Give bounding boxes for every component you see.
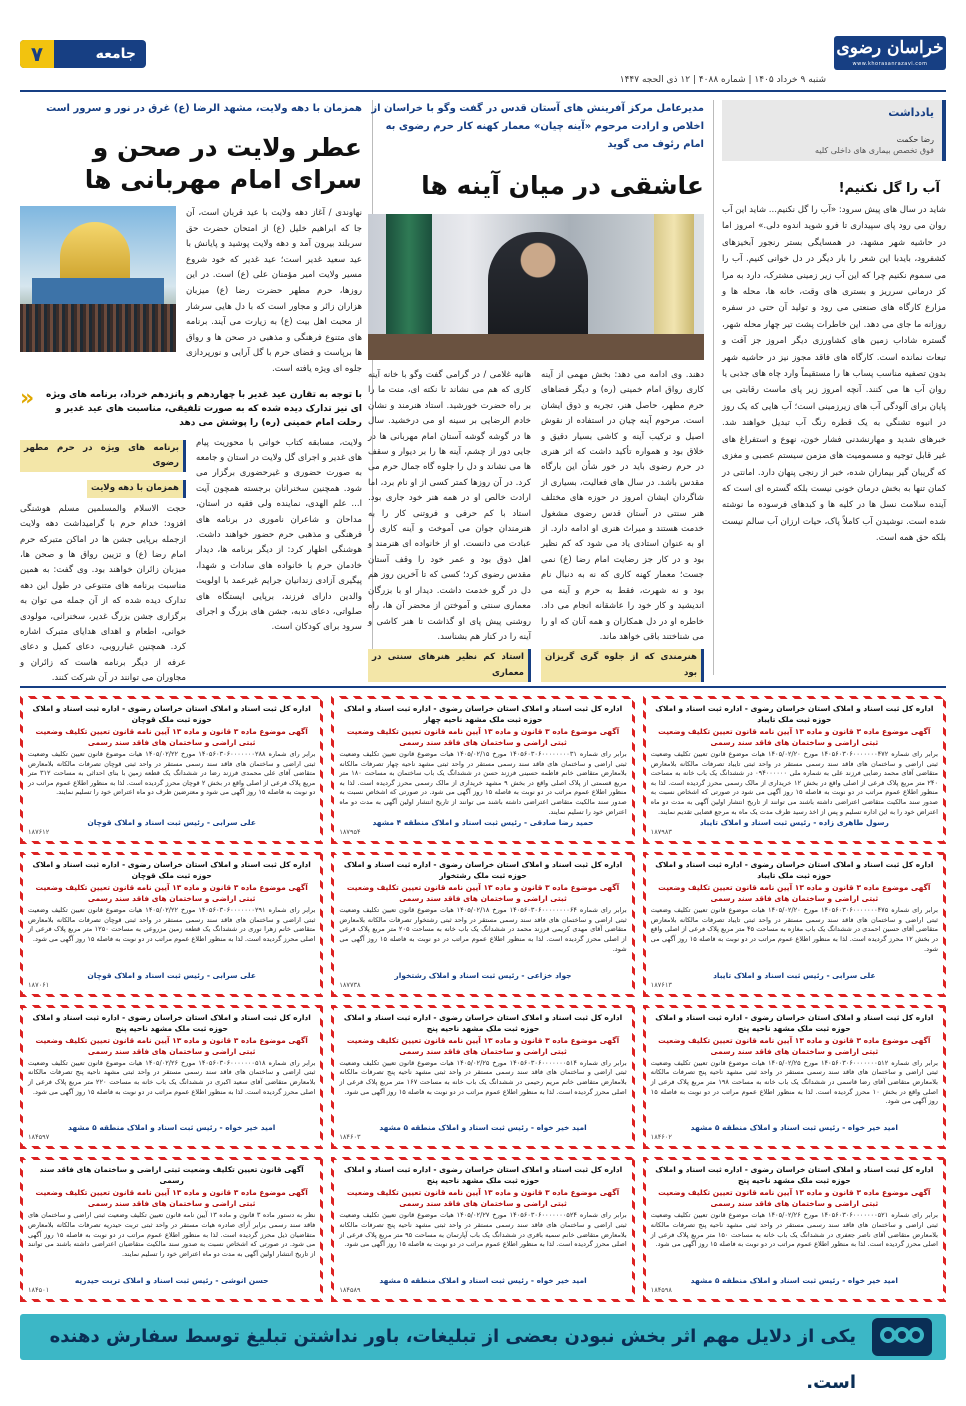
ad-office: اداره کل ثبت اسناد و املاک استان خراسان رضوی - اداره ثبت اسناد و املاک حوزه ثبت ملک تایباد (655, 704, 934, 724)
ad-title: آگهی موضوع ماده ۳ قانون و ماده ۱۳ آیین نامه قانون تعیین تکلیف وضعیت ثبتی اراضی و ساختمان های فاقد سند رسمی (658, 1188, 931, 1209)
ad-body: برابر رای شماره ۱۴۰۵۶۰۳۰۶۰۰۰۰۰۰۰۵۲۴ مورخ ۱۴۰۵/۰۲/۲۷ هیات موضوع قانون تعیین تکلیف وضعیت ثبتی اراضی و ساختمان های فاقد سند رسمی مستقر در واحد ثبتی مشهد ناحیه پنج تصرفات مالکانه بلامعارض متقاضی خانم سمیه باقری در ششدانگ یک باب آپارتمان به مساحت ۹۵ متر مربع پلاک فرعی از اصلی محرز گردیده است. لذا به منظور اطلاع عموم مراتب در دو نوبت به فاصله ۱۵ روز آگهی می شود. (339, 1211, 627, 1249)
ad-body: برابر رای شماره ۱۴۰۵۶۰۳۰۶۰۰۰۰۰۰۰۰۶۴ مورخ ۱۴۰۵/۰۲/۱۸ هیات موضوع قانون تعیین تکلیف وضعیت ثبتی اراضی و ساختمان های فاقد سند رسمی مستقر در واحد ثبتی رشتخوار تصرفات مالکانه بلامعارض متقاضی آقای مهدی کریمی فرزند محمد در ششدانگ یک باب خانه به مساحت ۲۰۵ متر مربع پلاک فرعی از اصلی محرز گردیده است. لذا به منظور اطلاع عموم مراتب در دو نوبت به فاصله ۱۵ روز آگهی می شود. (339, 906, 627, 953)
note-author-role: فوق تخصص بیماری های داخلی کلیه (815, 146, 934, 155)
ad-title: آگهی موضوع ماده ۳ قانون و ماده ۱۳ آیین نامه قانون تعیین تکلیف وضعیت ثبتی اراضی و ساختمان های فاقد سند رسمی (658, 1035, 931, 1056)
interview-photo (368, 214, 704, 360)
legal-ad[interactable] (331, 852, 634, 997)
ad-office: اداره کل ثبت اسناد و املاک استان خراسان رضوی - اداره ثبت اسناد و املاک حوزه ثبت ملک قوچان (32, 704, 311, 724)
ads-divider (20, 686, 946, 688)
footer-banner[interactable] (20, 1314, 946, 1393)
ad-title: آگهی موضوع ماده ۳ قانون و ماده ۱۳ آیین نامه قانون تعیین تکلیف وضعیت ثبتی اراضی و ساختمان های فاقد سند رسمی (35, 883, 308, 904)
ad-code: ۱۸۴۶۰۲ (650, 1133, 672, 1142)
logo-url: www.khorasanrazavi.com (852, 61, 928, 67)
note-column (722, 100, 946, 675)
shrine-paragraph: ولایت، مسابقه کتاب خوانی با محوریت پیام های غدیر و اجرای گل ولایت در استان و جامعه به صورت حضوری و غیرحضوری برگزار می شود. همچنین سخنرانان برجسته همچون آیت ا... علم الهدی، نماینده ولی فقیه در استان، مداحان و شاعران ناموری در برنامه های فرهنگی و مذهبی حرم حضور خواهند داشت. هوشنگی اظهار کرد: از دیگر برنامه ها، دیدار خادمان حرم با خانواده های سادات و شهدا، پیگیری آزادی زندانیان جرایم غیرعمد با اولویت والدین دارای فرزند، برپایی ایستگاه های صلواتی، دعای ندبه، جشن های بزرگ و اجرای سرود برای کودکان است. (196, 437, 362, 633)
note-body: شاید در سال های پیش سرود: «آب را گل نکنیم... شاید این آب روان می رود پای سپیداری تا فرو شوید اندوه دلی.» امروز اما در حاشیه شهر مشهد، در همسایگی بستر رنجور آبخیزهای کشفرود، بایدبا این شعر را بار دیگر در دل خوانی کنیم. آب را می سموم نکنیم چرا که این آب زیر زمینی مشترک، دارد به مرا کز درمانی سرریز و بستری های وقت، خانه ها، محله ها و مزارع کارگاه های صنعتی می رود و تولید آن حتی در سفره روزانه ما جای می دهد. این خاطرات پشت تیر چهار محله شهر، گستره شاداب زمین های کشاورزی دیگر امروز جز آفت و تبعات نمانده است. کارگاه های فاقد مجوز نیز در حاشیه شهر بدون تصفیه مناسب پساب ها را مستقیماً وارد چاه های جذبی یا روان آب ها می کنند. آنچه امروز زیر پای ماست رقابتی بی پایان برای آلودگی آب های زیرزمینی است؛ آب هایی که یک روز در انبوه تشنگی به یک قطره رنگ آب تبدیل خواهند شد. خبرهای شدید و مهارنشدنی فشار خون، نهوع و استفراغ های غیر قابل توجیه و مسمومیت های مزمن سیستم عصبی و مغزی که گریبان گیر بیماران شده، خبر از رنجی پنهان دارد. امانتی در کمان تنها به بخش درمان خونی نیست بلکه گستره ای است که آینده سلامت نسل ها در کلیه ها و کبدهای فرسوده ما نوشته شده است. نوشیدن آب کاملاً پاک، حیات ارزان آب سالم نیست بلکه حق همه است. (722, 205, 946, 544)
ad-title: آگهی موضوع ماده ۳ قانون و ماده ۱۳ آیین نامه قانون تعیین تکلیف وضعیت ثبتی اراضی و ساختمان های فاقد سند رسمی (346, 883, 620, 904)
issue-date-line: شنبه ۹ خرداد ۱۴۰۵ | شماره ۴۰۸۸ | ۱۲ ذی الحجه ۱۴۴۷ (619, 75, 826, 85)
ad-office: اداره کل ثبت اسناد و املاک استان خراسان رضوی - اداره ثبت اسناد و املاک حوزه ثبت ملک تایباد (655, 860, 934, 881)
ad-signature: علی سرابی - رئیس ثبت اسناد و املاک تایباد (713, 970, 876, 980)
ad-title: آگهی موضوع ماده ۳ قانون و ماده ۱۳ آیین نامه قانون تعیین تکلیف وضعیت ثبتی اراضی و ساختمان های فاقد سند رسمی (658, 727, 931, 747)
section-badge (20, 40, 146, 68)
ad-signature: علی سرابی - رئیس ثبت اسناد و املاک قوچان (87, 970, 256, 980)
ad-office: اداره کل ثبت اسناد و املاک استان خراسان رضوی - اداره ثبت اسناد و املاک حوزه ثبت ملک مشهد ناحیه چهار (343, 704, 623, 724)
shrine-article (20, 100, 362, 684)
shrine-text-col (196, 436, 362, 687)
ad-office: آگهی قانون تعیین تکلیف وضعیت ثبتی اراضی و ساختمان های فاقد سند رسمی (39, 1165, 304, 1186)
shrine-subhead: برنامه های ویژه در حرم مطهر رضوی (20, 440, 186, 473)
shrine-text-col (20, 436, 186, 687)
ad-code: ۱۸۷۷۳۸ (339, 980, 361, 989)
logo-text: خراسان رضوی (836, 38, 944, 58)
shrine-headline[interactable]: عطر ولایت در صحن و سرای امام مهربانی ها (84, 133, 362, 194)
ad-title: آگهی موضوع ماده ۳ قانون و ماده ۱۳ آیین نامه قانون تعیین تکلیف وضعیت ثبتی اراضی و ساختمان های فاقد سند رسمی (346, 1035, 620, 1056)
interview-headline[interactable]: عاشقی در میان آینه ها (421, 171, 704, 200)
ad-body: برابر رای شماره ۱۴۰۵۶۰۳۰۶۰۰۰۰۰۰۰۴۷۵ مورخ ۱۴۰۵/۰۲/۲۰ هیات موضوع قانون تعیین تکلیف وضعیت ثبتی اراضی و ساختمان های فاقد سند رسمی مستقر در واحد ثبتی تایباد تصرفات مالکانه بلامعارض متقاضی آقای حسین احمدی در ششدانگ یک باب مغازه به مساحت ۴۵ متر مربع پلاک فرعی از اصلی واقع در بخش ۱۲ محرز گردیده است. لذا به منظور اطلاع عموم مراتب در دو نوبت به فاصله ۱۵ روز آگهی می شود. (650, 906, 939, 953)
shrine-kicker: همزمان با دهه ولایت، مشهد الرضا (ع) غرق در نور و سرور است (46, 103, 362, 114)
legal-ad[interactable] (331, 1005, 634, 1150)
interview-text-columns (368, 368, 704, 686)
ad-code: ۱۸۴۵۸۹ (339, 1285, 361, 1294)
section-label: جامعه (95, 46, 136, 62)
ad-code: ۱۸۴۵۰۱ (28, 1285, 50, 1294)
legal-ad[interactable] (331, 1157, 634, 1302)
note-headline[interactable]: آب را گل نکنیم! (838, 181, 940, 196)
note-kicker-box (722, 100, 946, 161)
ad-title: آگهی موضوع ماده ۳ قانون و ماده ۱۳ آیین نامه قانون تعیین تکلیف وضعیت ثبتی اراضی و ساختمان های فاقد سند رسمی (658, 883, 931, 904)
ad-office: اداره کل ثبت اسناد و املاک استان خراسان رضوی - اداره ثبت اسناد و املاک حوزه ثبت ملک قوچان (32, 860, 311, 881)
ad-body: برابر رای شماره ۱۴۰۵۶۰۳۰۶۰۰۰۰۰۰۰۵۲۱ مورخ ۱۴۰۵/۰۲/۲۶ هیات موضوع قانون تعیین تکلیف وضعیت ثبتی اراضی و ساختمان های فاقد سند رسمی مستقر در واحد ثبتی مشهد ناحیه پنج تصرفات مالکانه بلامعارض متقاضی آقای ناصر جعفری در ششدانگ یک باب خانه به مساحت ۱۵۰ متر مربع پلاک فرعی از اصلی محرز گردیده است. لذا به منظور اطلاع عموم مراتب در دو نوبت به فاصله ۱۵ روز آگهی می شود. (650, 1211, 938, 1249)
ad-signature: جواد خزاعی - رئیس ثبت اسناد و املاک رشتخوار (394, 970, 572, 980)
ad-title: آگهی موضوع ماده ۳ قانون و ماده ۱۳ آیین نامه قانون تعیین تکلیف وضعیت ثبتی اراضی و ساختمان های فاقد سند رسمی (35, 1035, 308, 1056)
ad-signature: حمید رضا صادقی - رئیس ثبت اسناد و املاک منطقه ۴ مشهد (372, 818, 594, 828)
legal-ad[interactable] (643, 1157, 946, 1302)
ad-office: اداره کل ثبت اسناد و املاک استان خراسان رضوی - اداره ثبت اسناد و املاک حوزه ثبت ملک مشهد ناحیه پنج (32, 1012, 311, 1033)
newspaper-logo[interactable] (834, 36, 946, 70)
ad-code: ۱۸۴۵۹۷ (28, 1133, 50, 1142)
column-divider (713, 100, 714, 675)
ad-signature: امید خیر خواه - رئیس ثبت اسناد و املاک منطقه ۵ مشهد (379, 1275, 587, 1285)
interview-article (368, 100, 704, 678)
legal-ad[interactable] (20, 1157, 323, 1302)
masthead (0, 0, 966, 70)
ad-office: اداره کل ثبت اسناد و املاک استان خراسان رضوی - اداره ثبت اسناد و املاک حوزه ثبت ملک مشهد ناحیه پنج (343, 1012, 623, 1033)
legal-ad[interactable] (20, 1005, 323, 1150)
interview-subhead: هنرمندی که از جلوه گری گریزان بود (541, 649, 704, 682)
ad-body: برابر رای شماره ۱۴۰۵۶۰۳۰۶۰۰۰۰۰۰۰۵۱۴ مورخ ۱۴۰۵/۰۲/۲۵ هیات موضوع قانون تعیین تکلیف وضعیت ثبتی اراضی و ساختمان های فاقد سند رسمی مستقر در واحد ثبتی مشهد ناحیه پنج تصرفات مالکانه بلامعارض متقاضی خانم مریم رحیمی در ششدانگ یک باب خانه به مساحت ۱۶۷ متر مربع پلاک فرعی از اصلی محرز گردیده است. لذا به منظور اطلاع عموم مراتب در دو نوبت به فاصله ۱۵ روز آگهی می شود. (339, 1058, 627, 1096)
shrine-bottom-row (20, 436, 362, 687)
banner-text: یکی از دلایل مهم اثر بخش نبودن بعضی از تبلیغات، باور نداشتن تبلیغ توسط سفارش دهنده است. (49, 1326, 856, 1393)
ad-code: ۱۸۷۹۵۴ (339, 828, 361, 837)
legal-ad[interactable] (20, 852, 323, 997)
quote-mark-icon: « (20, 385, 35, 411)
legal-ad[interactable] (331, 696, 634, 844)
interview-text-col (368, 368, 531, 686)
ad-code: ۱۸۷۶۱۳ (650, 980, 672, 989)
ad-signature: امید خیر خواه - رئیس ثبت اسناد و املاک منطقه ۵ مشهد (379, 1123, 587, 1133)
shrine-paragraph: حجت الاسلام والمسلمین مسلم هوشنگی افزود: خدام حرم با گرامیداشت دهه ولایت ازجمله برپایی جشن ها در اماکن متبرکه حرم امام رضا (ع) و تزیین رواق ها و صحن ها، میزبان زائران خواهند بود. وی گفت: به همین مناسبت برنامه های متنوعی در طول این دهه تدارک دیده شده که از آن جمله می توان به برگزاری جشن بزرگ غدیر، سخنرانی، مولودی خوانی، اطعام و اهدای هدایای متبرک اشاره کرد. همچنین غبارروبی، دعای کمیل و دعای عرفه از دیگر برنامه هاست که زائران و مجاوران می توانند در آن شرکت کنند. (20, 503, 186, 684)
pull-quote-text: با توجه به تقارن عید غدیر با چهاردهم و پانزدهم خرداد، برنامه های ویژه ای نیز تدارک دیده شده که به صورت تلفیقی، مناسبت های عید غدیر و رحلت امام خمینی (ره) را پوشش می دهد (46, 389, 362, 428)
ad-office: اداره کل ثبت اسناد و املاک استان خراسان رضوی - اداره ثبت اسناد و املاک حوزه ثبت ملک رشتخوار (343, 860, 623, 881)
ad-code: ۱۸۷۹۸۳ (650, 828, 672, 837)
ad-title: آگهی موضوع ماده ۳ قانون و ماده ۱۳ آیین نامه قانون تعیین تکلیف وضعیت ثبتی اراضی و ساختمان های فاقد سند رسمی (346, 727, 620, 747)
legal-ad[interactable] (643, 696, 946, 844)
ad-body: برابر رای شماره ۱۴۰۵۶۰۳۰۶۰۰۰۰۰۰۰۰۳۱ مورخ ۱۴۰۵/۰۲/۱۵ هیات موضوع قانون تعیین تکلیف وضعیت ثبتی اراضی و ساختمان های فاقد سند رسمی مستقر در واحد ثبتی مشهد ناحیه چهار تصرفات مالکانه بلامعارض متقاضی خانم فاطمه حسینی فرزند حسن در ششدانگ یک باب ساختمان به مساحت ۱۸۰ متر مربع قسمتی از پلاک اصلی واقع در بخش ۹ مشهد خریداری از مالک رسمی محرز گردیده است. لذا به منظور اطلاع عموم مراتب در دو نوبت به فاصله ۱۵ روز آگهی می شود. در صورتی که اشخاص نسبت به صدور سند مالکیت متقاضی اعتراضی داشته باشند می توانند از تاریخ انتشار اولین آگهی به مدت دو ماه اعتراض خود را تسلیم نمایند. (339, 750, 627, 816)
ad-signature: امید خیر خواه - رئیس ثبت اسناد و املاک منطقه ۵ مشهد (690, 1275, 898, 1285)
legal-ad[interactable] (643, 1005, 946, 1150)
legal-ads-grid (20, 696, 946, 1302)
ad-body: برابر رای شماره ۱۴۰۵۶۰۳۰۶۰۰۰۰۰۰۰۵۱۸ مورخ ۱۴۰۵/۰۲/۲۶ هیات موضوع قانون تعیین تکلیف وضعیت ثبتی اراضی و ساختمان های فاقد سند رسمی مستقر در واحد ثبتی مشهد ناحیه پنج تصرفات مالکانه بلامعارض متقاضی آقای سعید اکبری در ششدانگ یک باب خانه به مساحت ۲۲۰ متر مربع پلاک فرعی از اصلی محرز گردیده است. لذا به منظور اطلاع عموم مراتب در دو نوبت به فاصله ۱۵ روز آگهی می شود. (28, 1058, 316, 1096)
ad-signature: علی سرابی - رئیس ثبت اسناد و املاک قوچان (87, 818, 256, 828)
crowd-shape (20, 304, 176, 352)
desk-shape (368, 334, 704, 360)
ad-code: ۱۸۴۵۹۸ (650, 1285, 672, 1294)
interview-kicker: مدیرعامل مرکز آفرینش های آستان قدس در گفت وگو با خراسان از اخلاص و ارادت مرحوم «آینه چیان» معمار کهنه کار حرم رضوی به امام رئوف می گوید (371, 103, 704, 150)
ad-code: ۱۸۷۰۶۱ (28, 980, 50, 989)
ad-body: برابر رای شماره ۱۴۰۵۶۰۳۰۶۰۰۰۰۰۰۰۵۱۲ مورخ ۱۴۰۵/۰۲/۲۵ هیات موضوع قانون تعیین تکلیف وضعیت ثبتی اراضی و ساختمان های فاقد سند رسمی مستقر در واحد ثبتی مشهد ناحیه پنج تصرفات مالکانه بلامعارض متقاضی آقای رضا قاسمی در ششدانگ یک باب خانه به مساحت ۱۹۸ متر مربع پلاک فرعی از اصلی واقع در بخش ۱۰ محرز گردیده است. لذا به منظور اطلاع عموم مراتب در دو نوبت به فاصله ۱۵ روز آگهی می شود. (650, 1058, 938, 1106)
ad-code: ۱۸۷۶۱۲ (28, 828, 50, 837)
ad-office: اداره کل ثبت اسناد و املاک استان خراسان رضوی - اداره ثبت اسناد و املاک حوزه ثبت ملک مشهد ناحیه پنج (655, 1012, 934, 1033)
ad-body: نظر به دستور ماده ۳ قانون و ماده ۱۳ آیین نامه قانون تعیین تکلیف وضعیت ثبتی اراضی و ساختمان های فاقد سند رسمی برابر آرای صادره هیات مستقر در واحد ثبتی تربت حیدریه تصرفات مالکانه بلامعارض متقاضیان ذیل محرز گردیده است. لذا به منظور اطلاع عموم مراتب در دو نوبت به فاصله ۱۵ روز آگهی می شود. در صورتی که اشخاص نسبت به صدور سند مالکیت متقاضیان اعتراضی داشته باشند می توانند از تاریخ انتشار اولین آگهی به مدت دو ماه اعتراض خود را تسلیم نمایند. (28, 1211, 316, 1258)
ad-signature: حسن انوشی - رئیس ثبت اسناد و املاک تربت حیدریه (74, 1275, 269, 1285)
interview-text-col (541, 368, 704, 686)
ad-signature: امید خیر خواه - رئیس ثبت اسناد و املاک منطقه ۵ مشهد (68, 1123, 276, 1133)
ad-agency-logo-icon (872, 1318, 932, 1356)
ad-body: برابر رای شماره ۱۴۰۵۶۰۳۰۶۰۰۰۰۰۰۰۲۹۱ مورخ ۱۴۰۵/۰۲/۲۲ هیات موضوع قانون تعیین تکلیف وضعیت ثبتی اراضی و ساختمان های فاقد سند رسمی مستقر در واحد ثبتی قوچان تصرفات مالکانه بلامعارض متقاضی خانم زهرا نوری در ششدانگ یک قطعه زمین مزروعی به مساحت ۱۲۵۰ متر مربع پلاک فرعی از اصلی محرز گردیده است. لذا به منظور اطلاع عموم مراتب در دو نوبت به فاصله ۱۵ روز آگهی می شود. (28, 906, 316, 943)
ad-title: آگهی موضوع ماده ۳ قانون و ماده ۱۳ آیین نامه قانون تعیین تکلیف وضعیت ثبتی اراضی و ساختمان های فاقد سند رسمی (35, 727, 308, 747)
ad-title: آگهی موضوع ماده ۳ قانون و ماده ۱۳ آیین نامه قانون تعیین تکلیف وضعیت ثبتی اراضی و ساختمان های فاقد سند رسمی (35, 1188, 308, 1209)
note-author: رضا حکمت (896, 135, 934, 144)
legal-ad[interactable] (20, 696, 323, 844)
shrine-paragraph: نهاوندی / آغاز دهه ولایت با عید قربان است، آن جا که ابراهیم خلیل (ع) از امتحان حضرت حق سربلند بیرون آمد و دهه ولایت پوشید و پایانش با عید سعید غدیر است؛ عید غدیر که خود شروع مسیر ولایت امیر مؤمنان علی (ع) است. در این روزها، حرم مطهر حضرت رضا (ع) میزبان هزاران زائر و مجاور است که با دل هایی سرشار از محبت اهل بیت (ع) به زیارت می آیند. برنامه های متنوع فرهنگی و مذهبی در صحن ها و رواق ها برپاست و فضای حرم با گل آرایی و نورپردازی جلوه ای ویژه یافته است. (186, 208, 362, 374)
ad-signature: امید خیر خواه - رئیس ثبت اسناد و املاک منطقه ۵ مشهد (690, 1123, 898, 1133)
note-kicker: یادداشت (888, 106, 934, 119)
ad-signature: رسول طاهری زاده - رئیس ثبت اسناد و املاک تایباد (699, 818, 889, 828)
ad-body: برابر رای شماره ۱۴۰۵۶۰۳۰۶۰۰۰۰۰۰۰۴۷۲ مورخ ۱۴۰۵/۰۲/۲۰ هیات موضوع قانون تعیین تکلیف وضعیت ثبتی اراضی و ساختمان های فاقد سند رسمی مستقر در واحد ثبتی تایباد تصرفات مالکانه بلامعارض متقاضی آقای محمد رضایی فرزند علی به شماره ملی ۰۹۴۰۰۰۰۰۰ در ششدانگ یک باب خانه به مساحت ۲۴۰ متر مربع پلاک فرعی از اصلی واقع در بخش ۱۲ خریداری از مالک رسمی محرز گردیده است. لذا به منظور اطلاع عموم مراتب در دو نوبت به فاصله ۱۵ روز آگهی می شود در صورتی که اشخاص نسبت به صدور سند مالکیت متقاضی اعتراضی داشته باشند می توانند از تاریخ انتشار اولین آگهی به مدت دو ماه اعتراض خود را به این اداره تسلیم و پس از اخذ رسید ظرف مدت یک ماه به مرجع قضایی تقدیم نمایند. (650, 750, 938, 816)
legal-ad[interactable] (643, 852, 946, 997)
interview-paragraph: هانیه غلامی / در گرامی گفت وگو با خانه آینه کاری که هم می نشاند تا نکته ای، منت ما را بر راه حضرت خورشید. استاد هنرمند و نشان خادم الرضایی بر سینه او می درخشید. سال ها در گوشه گوشه آستان امام مهربانی ها در جایی دور از چشم، آینه ها را بر دیوار و سقف ها می نشاند و دل را جلوه گاه جمال حرم می کرد. در آن روزها کمتر کسی از او نام برد، اما ارادت خالص او در همه هنر خود جاری بود. استاد با کم حرفی و فروتنی کار را به هنرمندان جوان می آموخت و آینه کاری را عبادت می دانست. او از خانواده ای هنرمند و اهل ذوق بود و عمر خود را وقف آستان مقدس رضوی کرد؛ کسی که تا آخرین روز هم دل در گرو خدمت داشت. دیدار او با بزرگان معماری سنتی و آموختن از محضر آن ها، راه روشنی پیش پای او گذاشت تا هنر کاشی و آینه را در کنار هم بشناسد. (368, 370, 531, 642)
shrine-photo (20, 206, 176, 352)
interview-paragraph: دهند. وی ادامه می دهد: بخش مهمی از آینه کاری رواق امام خمینی (ره) و دیگر فضاهای حرم مطهر، حاصل هنر، تجربه و ذوق ایشان است. مرحوم آینه چیان در استفاده از نقوش اصیل و ترکیب آینه و کاشی بسیار دقیق و خلاق بود و همواره تأکید داشت که اثر هنری در حرم رضوی باید در خور شأن این بارگاه مقدس باشد. در سال های فعالیت، بسیاری از شاگردان ایشان امروز در حوزه های مختلف هنر سنتی در آستان قدس رضوی مشغول خدمت هستند و میراث هنری او ادامه دارد. از او به عنوان استادی یاد می شود که کم نظیر بود و در کار جز رضایت امام رضا (ع) نمی جست؛ معمار کهنه کاری که نه به دنبال نام بود و نه شهرت، فقط به حرم و آینه می اندیشید و کار خود را عاشقانه انجام می داد. خاطره او در دل همکاران و همه آنان که او را می شناختند باقی خواهد ماند. (541, 370, 704, 642)
ad-code: ۱۸۴۶۰۳ (339, 1133, 361, 1142)
page-number: ۷ (20, 40, 54, 68)
top-divider (20, 90, 946, 92)
pull-quote (20, 385, 362, 430)
ad-title: آگهی موضوع ماده ۳ قانون و ماده ۱۳ آیین نامه قانون تعیین تکلیف وضعیت ثبتی اراضی و ساختمان های فاقد سند رسمی (346, 1188, 620, 1209)
shrine-top-row (20, 206, 362, 378)
ad-office: اداره کل ثبت اسناد و املاک استان خراسان رضوی - اداره ثبت اسناد و املاک حوزه ثبت ملک مشهد ناحیه پنج (343, 1165, 623, 1186)
ad-office: اداره کل ثبت اسناد و املاک استان خراسان رضوی - اداره ثبت اسناد و املاک حوزه ثبت ملک مشهد ناحیه پنج (655, 1165, 934, 1186)
interview-subhead: استاد کم نظیر هنرهای سنتی در معماری (368, 649, 531, 682)
ad-body: برابر رای شماره ۱۴۰۵۶۰۳۰۶۰۰۰۰۰۰۰۲۸۸ مورخ ۱۴۰۵/۰۲/۲۲ هیات موضوع قانون تعیین تکلیف وضعیت ثبتی اراضی و ساختمان های فاقد سند رسمی مستقر در واحد ثبتی قوچان تصرفات مالکانه بلامعارض متقاضی آقای علی محمدی فرزند رضا در ششدانگ یک قطعه زمین با بنای احداثی به مساحت ۳۱۲ متر مربع پلاک فرعی از اصلی واقع در بخش ۲ قوچان محرز گردیده است. لذا به منظور اطلاع عموم مراتب در دو نوبت به فاصله ۱۵ روز آگهی می شود و معترضین ظرف دو ماه اعتراض خود را تسلیم نمایند. (28, 750, 316, 797)
shrine-subhead: همزمان با دهه ولایت (87, 480, 186, 497)
